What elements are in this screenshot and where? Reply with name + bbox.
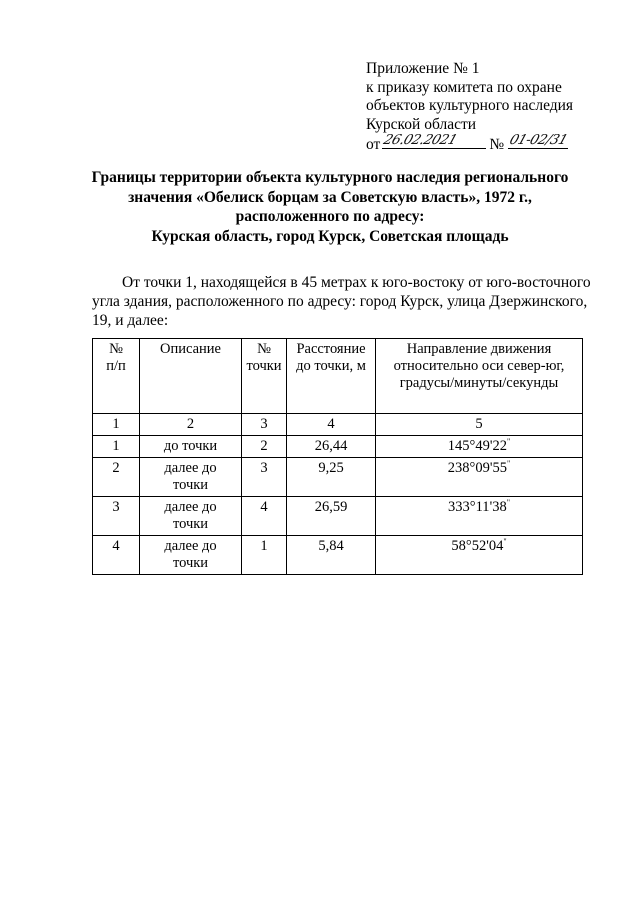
header-point — [242, 339, 287, 414]
row-description-line1: до точки — [163, 438, 218, 454]
row-description-line1: далее до — [164, 499, 217, 515]
table-row — [93, 497, 583, 536]
row-minutes: 09 — [475, 460, 490, 476]
table-row — [93, 536, 583, 575]
row-seconds: 55 — [492, 460, 507, 476]
row-direction: 238°09'55" — [376, 458, 583, 497]
boundary-table — [92, 338, 583, 575]
row-description — [140, 458, 242, 497]
row-degrees: 333 — [448, 499, 470, 515]
header-description: Описание — [140, 339, 242, 414]
row-point: 4 — [242, 497, 287, 536]
appendix-committee-line: объектов культурного наследия — [366, 97, 574, 114]
row-index: 4 — [93, 536, 140, 575]
number-prefix: № — [489, 136, 505, 153]
row-index: 1 — [93, 436, 140, 458]
row-index: 3 — [93, 497, 140, 536]
row-degrees: 58 — [451, 538, 466, 554]
row-direction: 333°11'38" — [376, 497, 583, 536]
row-degrees: 145 — [447, 438, 470, 454]
row-index: 2 — [93, 458, 140, 497]
header-direction-line2: относительно оси север-юг, — [393, 358, 565, 374]
row-minutes: 11 — [475, 499, 490, 515]
date-field — [381, 131, 486, 149]
title-line-1: Границы территории объекта культурного наследия регионального — [91, 169, 569, 186]
row-seconds: 04 — [488, 538, 504, 554]
numbering-cell: 5 — [376, 414, 583, 436]
title-line-2: значения «Обелиск борцам за Советскую власть», 1972 г., — [128, 188, 532, 206]
appendix-region-line: Курской области — [366, 115, 477, 133]
row-description-line1: далее до — [164, 538, 217, 554]
row-distance: 9,25 — [287, 458, 376, 497]
row-distance: 5,84 — [287, 536, 376, 575]
row-description-line2: точки — [172, 477, 209, 493]
appendix-block — [366, 60, 573, 155]
appendix-date-number-line — [366, 131, 570, 155]
row-description — [140, 436, 242, 458]
header-index-label: п/п — [106, 358, 126, 374]
header-distance — [287, 339, 376, 414]
header-point-label: точки — [246, 358, 282, 374]
numbering-cell: 1 — [93, 414, 140, 436]
row-minutes: 52 — [471, 538, 487, 554]
numbering-cell: 4 — [287, 414, 376, 436]
header-index — [93, 339, 140, 414]
row-degrees: 238 — [447, 460, 470, 476]
appendix-title: Приложение № 1 — [366, 60, 480, 77]
row-point: 1 — [242, 536, 287, 575]
table-row — [93, 458, 583, 497]
header-direction-line1: Направление движения — [406, 341, 552, 357]
document-title — [80, 168, 580, 246]
description-paragraph — [92, 273, 592, 330]
header-distance-line1: Расстояние — [296, 341, 366, 357]
paragraph-line-2: угла здания, расположенного по адресу: город Курск, улица Дзержинского, — [92, 293, 588, 310]
row-direction: 145°49'22" — [376, 436, 583, 458]
paragraph-line-1: От точки 1, находящейся в 45 метрах к юго-востоку от юго-восточного — [122, 274, 591, 291]
row-distance: 26,59 — [287, 497, 376, 536]
header-index-symbol: № — [109, 341, 123, 357]
row-description-line2: точки — [172, 516, 209, 532]
appendix-order-line: к приказу комитета по охране — [366, 78, 562, 96]
header-point-symbol: № — [257, 341, 271, 357]
row-seconds: 38 — [492, 499, 507, 515]
row-seconds: 22 — [492, 438, 507, 454]
row-description — [140, 536, 242, 575]
row-direction: 58°52'04" — [376, 536, 583, 575]
paragraph-line-3: 19, и далее: — [92, 312, 169, 329]
numbering-cell: 2 — [140, 414, 242, 436]
row-description-line2: точки — [172, 555, 209, 571]
row-point: 2 — [242, 436, 287, 458]
table-row — [93, 436, 583, 458]
numbering-cell: 3 — [242, 414, 287, 436]
row-description-line1: далее до — [164, 460, 217, 476]
header-direction-line3: градусы/минуты/секунды — [399, 375, 559, 391]
table-header-row — [93, 339, 583, 414]
row-distance: 26,44 — [287, 436, 376, 458]
row-point: 3 — [242, 458, 287, 497]
row-minutes: 49 — [475, 438, 490, 454]
handwritten-date: 26.02.2021 — [381, 131, 460, 148]
header-direction — [376, 339, 583, 414]
handwritten-number: 01-02/31 — [507, 131, 570, 148]
table-numbering-row — [93, 414, 583, 436]
row-description — [140, 497, 242, 536]
title-line-3: расположенного по адресу: — [235, 208, 425, 225]
number-field — [507, 131, 570, 149]
title-line-4: Курская область, город Курск, Советская площадь — [151, 227, 509, 245]
date-prefix: от — [366, 136, 381, 153]
header-distance-line2: до точки, м — [296, 358, 366, 374]
